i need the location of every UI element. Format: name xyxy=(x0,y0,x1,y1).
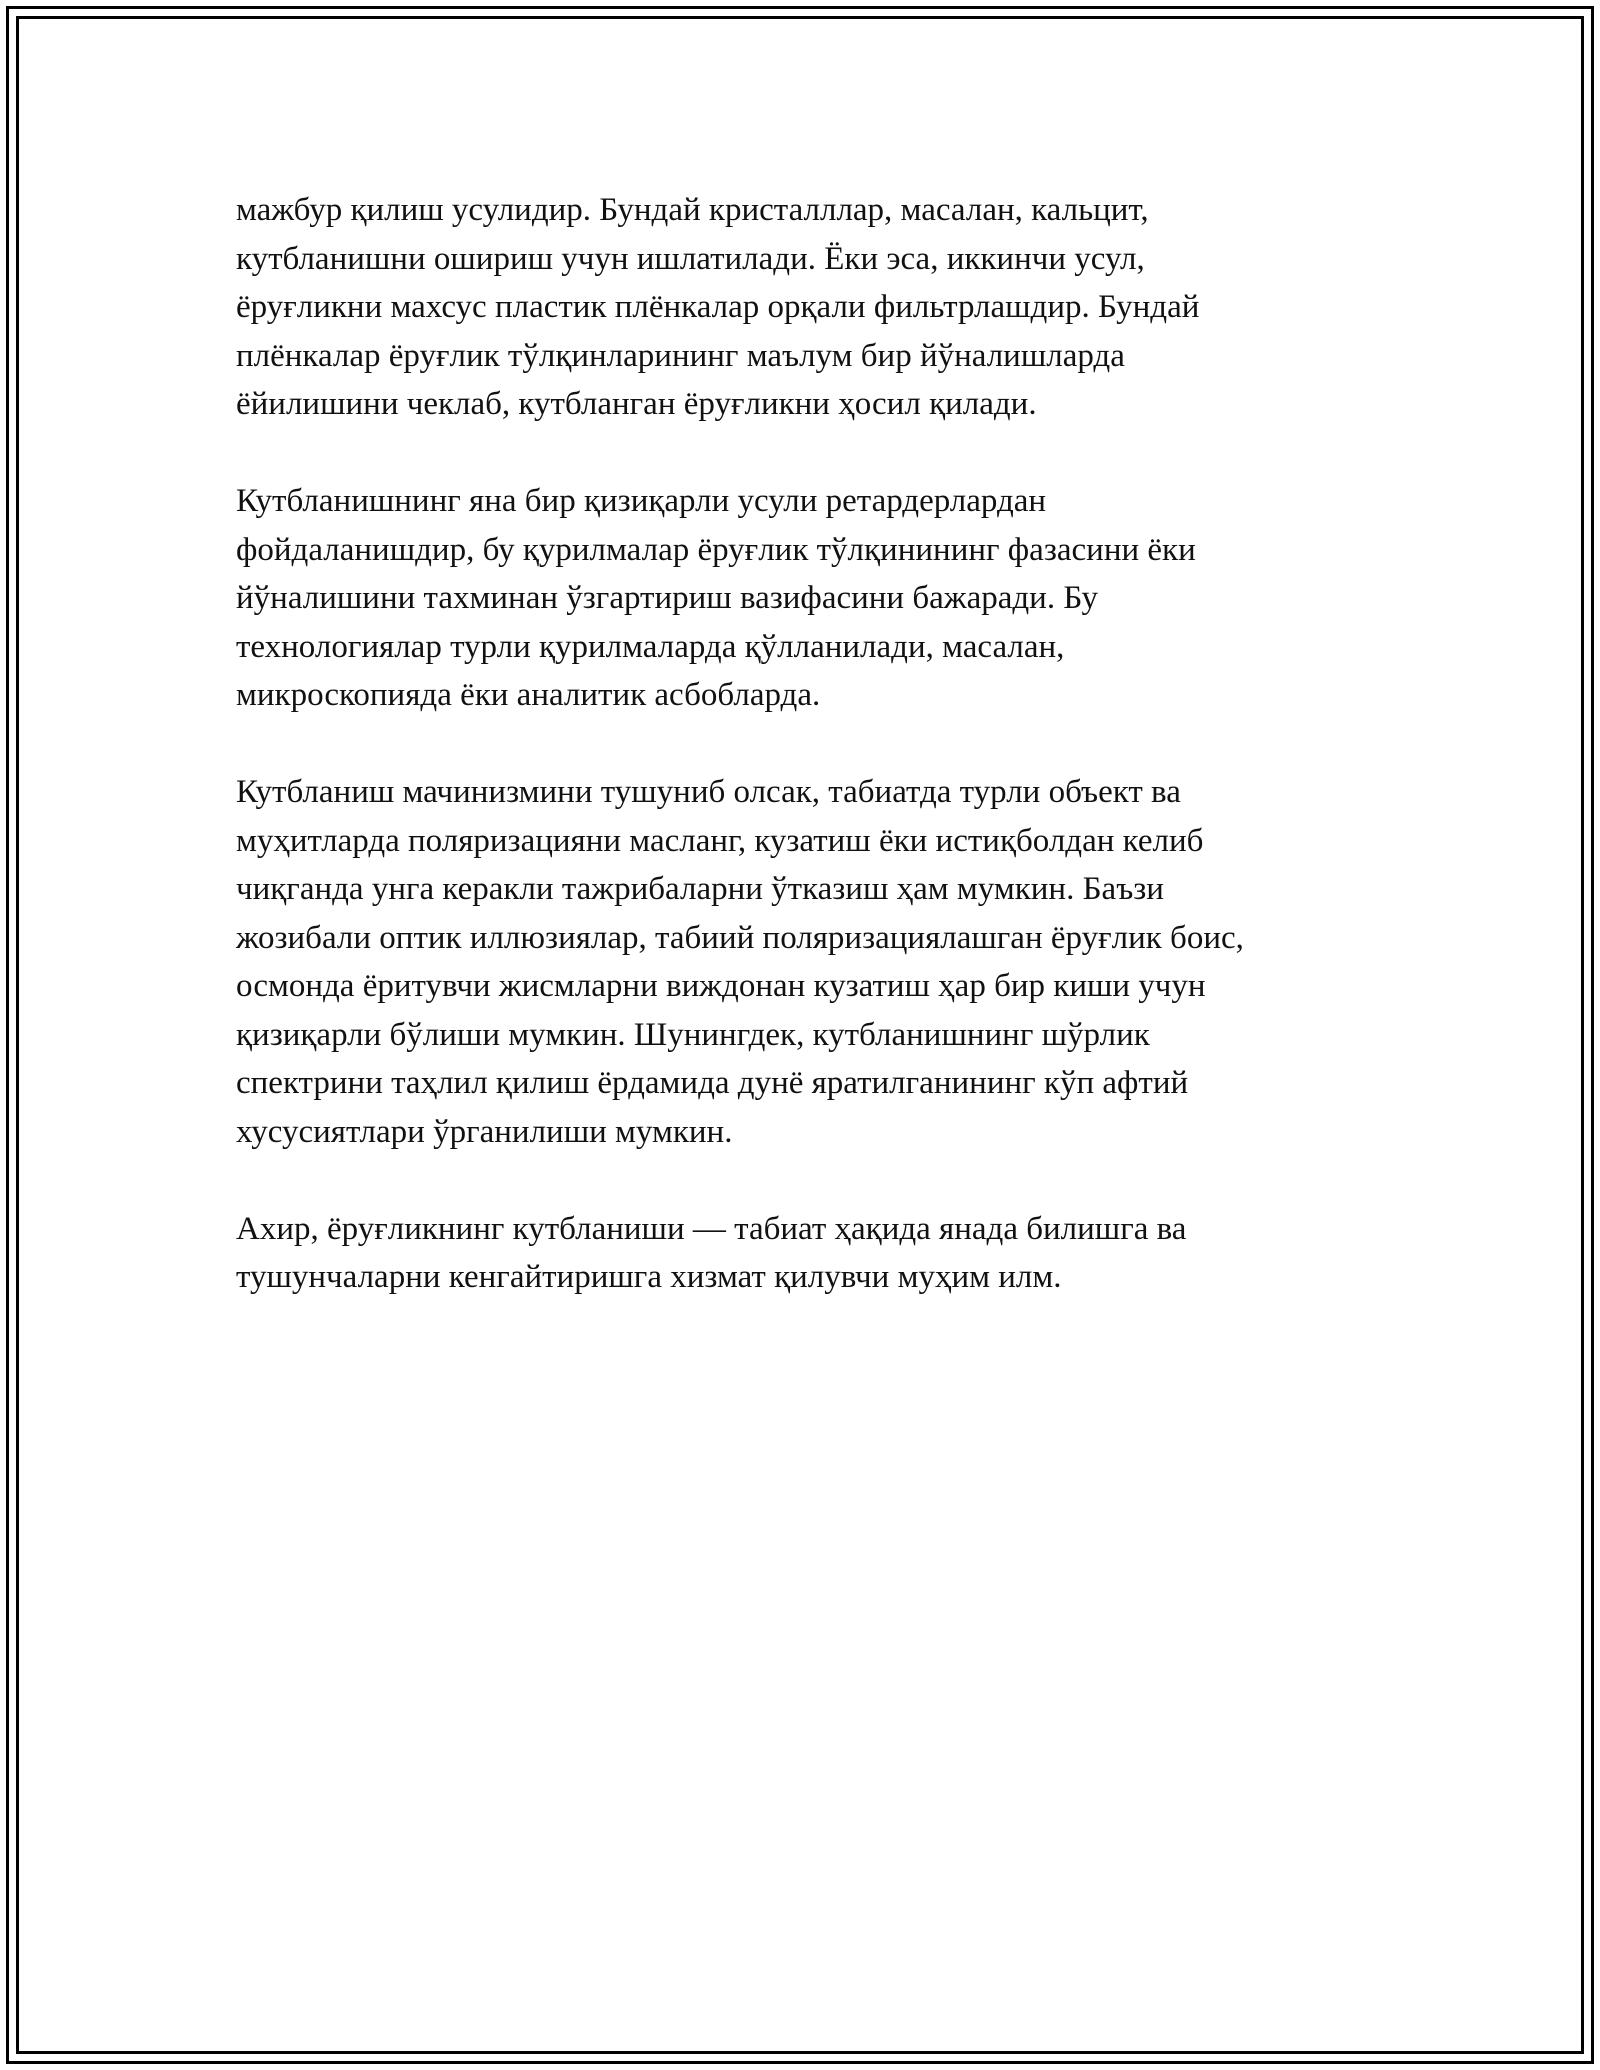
text-line: спектрини таҳлил қилиш ёрдамида дунё яратилганининг кўп афтий xyxy=(236,1065,1189,1101)
text-line: Ахир, ёруғликнинг кутбланиши — табиат ҳақида янада билишга ва xyxy=(236,1210,1187,1247)
text-line: муҳитларда поляризацияни масланг, кузатиш ёки истиқболдан келиб xyxy=(236,822,1204,859)
paragraph-4 xyxy=(236,1205,1386,1302)
text-line: кутбланишни ошириш учун ишлатилади. Ёки эса, иккинчи усул, xyxy=(236,240,1145,277)
text-line: ёйилишини чеклаб, кутбланган ёруғликни ҳосил қилади. xyxy=(236,386,1037,422)
text-line: қизиқарли бўлиши мумкин. Шунингдек, кутбланишнинг шўрлик xyxy=(236,1016,1150,1053)
text-line: хусусиятлари ўрганилиши мумкин. xyxy=(236,1113,733,1150)
text-line: йўналишини тахминан ўзгартириш вазифасини бажаради. Бу xyxy=(236,580,1098,616)
text-line: технологиялар турли қурилмаларда қўлланилади, масалан, xyxy=(236,628,1065,665)
paragraph-1 xyxy=(236,186,1386,429)
paragraph-2 xyxy=(236,477,1386,720)
text-line: мажбур қилиш усулидир. Бундай кристалллар, масалан, кальцит, xyxy=(236,192,1149,228)
text-line: Кутбланиш мачинизмини тушуниб олсак, табиатда турли объект ва xyxy=(236,774,1181,810)
text-line: осмонда ёритувчи жисмларни виждонан кузатиш ҳар бир киши учун xyxy=(236,968,1206,1004)
paragraph-3 xyxy=(236,768,1386,1156)
text-line: микроскопияда ёки аналитик асбобларда. xyxy=(236,677,821,713)
text-line: чиқганда унга керакли тажрибаларни ўтказиш ҳам мумкин. Баъзи xyxy=(236,871,1164,907)
text-line: ёруғликни махсус пластик плёнкалар орқали фильтрлашдир. Бундай xyxy=(236,289,1200,325)
text-line: фойдаланишдир, бу қурилмалар ёруғлик тўлқинининг фазасини ёки xyxy=(236,531,1196,568)
text-line: Кутбланишнинг яна бир қизиқарли усули ретардерлардан xyxy=(236,483,1047,519)
text-line: жозибали оптик иллюзиялар, табиий поляризациялашган ёруғлик боис, xyxy=(236,919,1244,956)
document-body xyxy=(236,186,1386,1350)
text-line: тушунчаларни кенгайтиришга хизмат қилувчи муҳим илм. xyxy=(236,1259,1062,1295)
text-line: плёнкалар ёруғлик тўлқинларининг маълум бир йўналишларда xyxy=(236,337,1125,374)
